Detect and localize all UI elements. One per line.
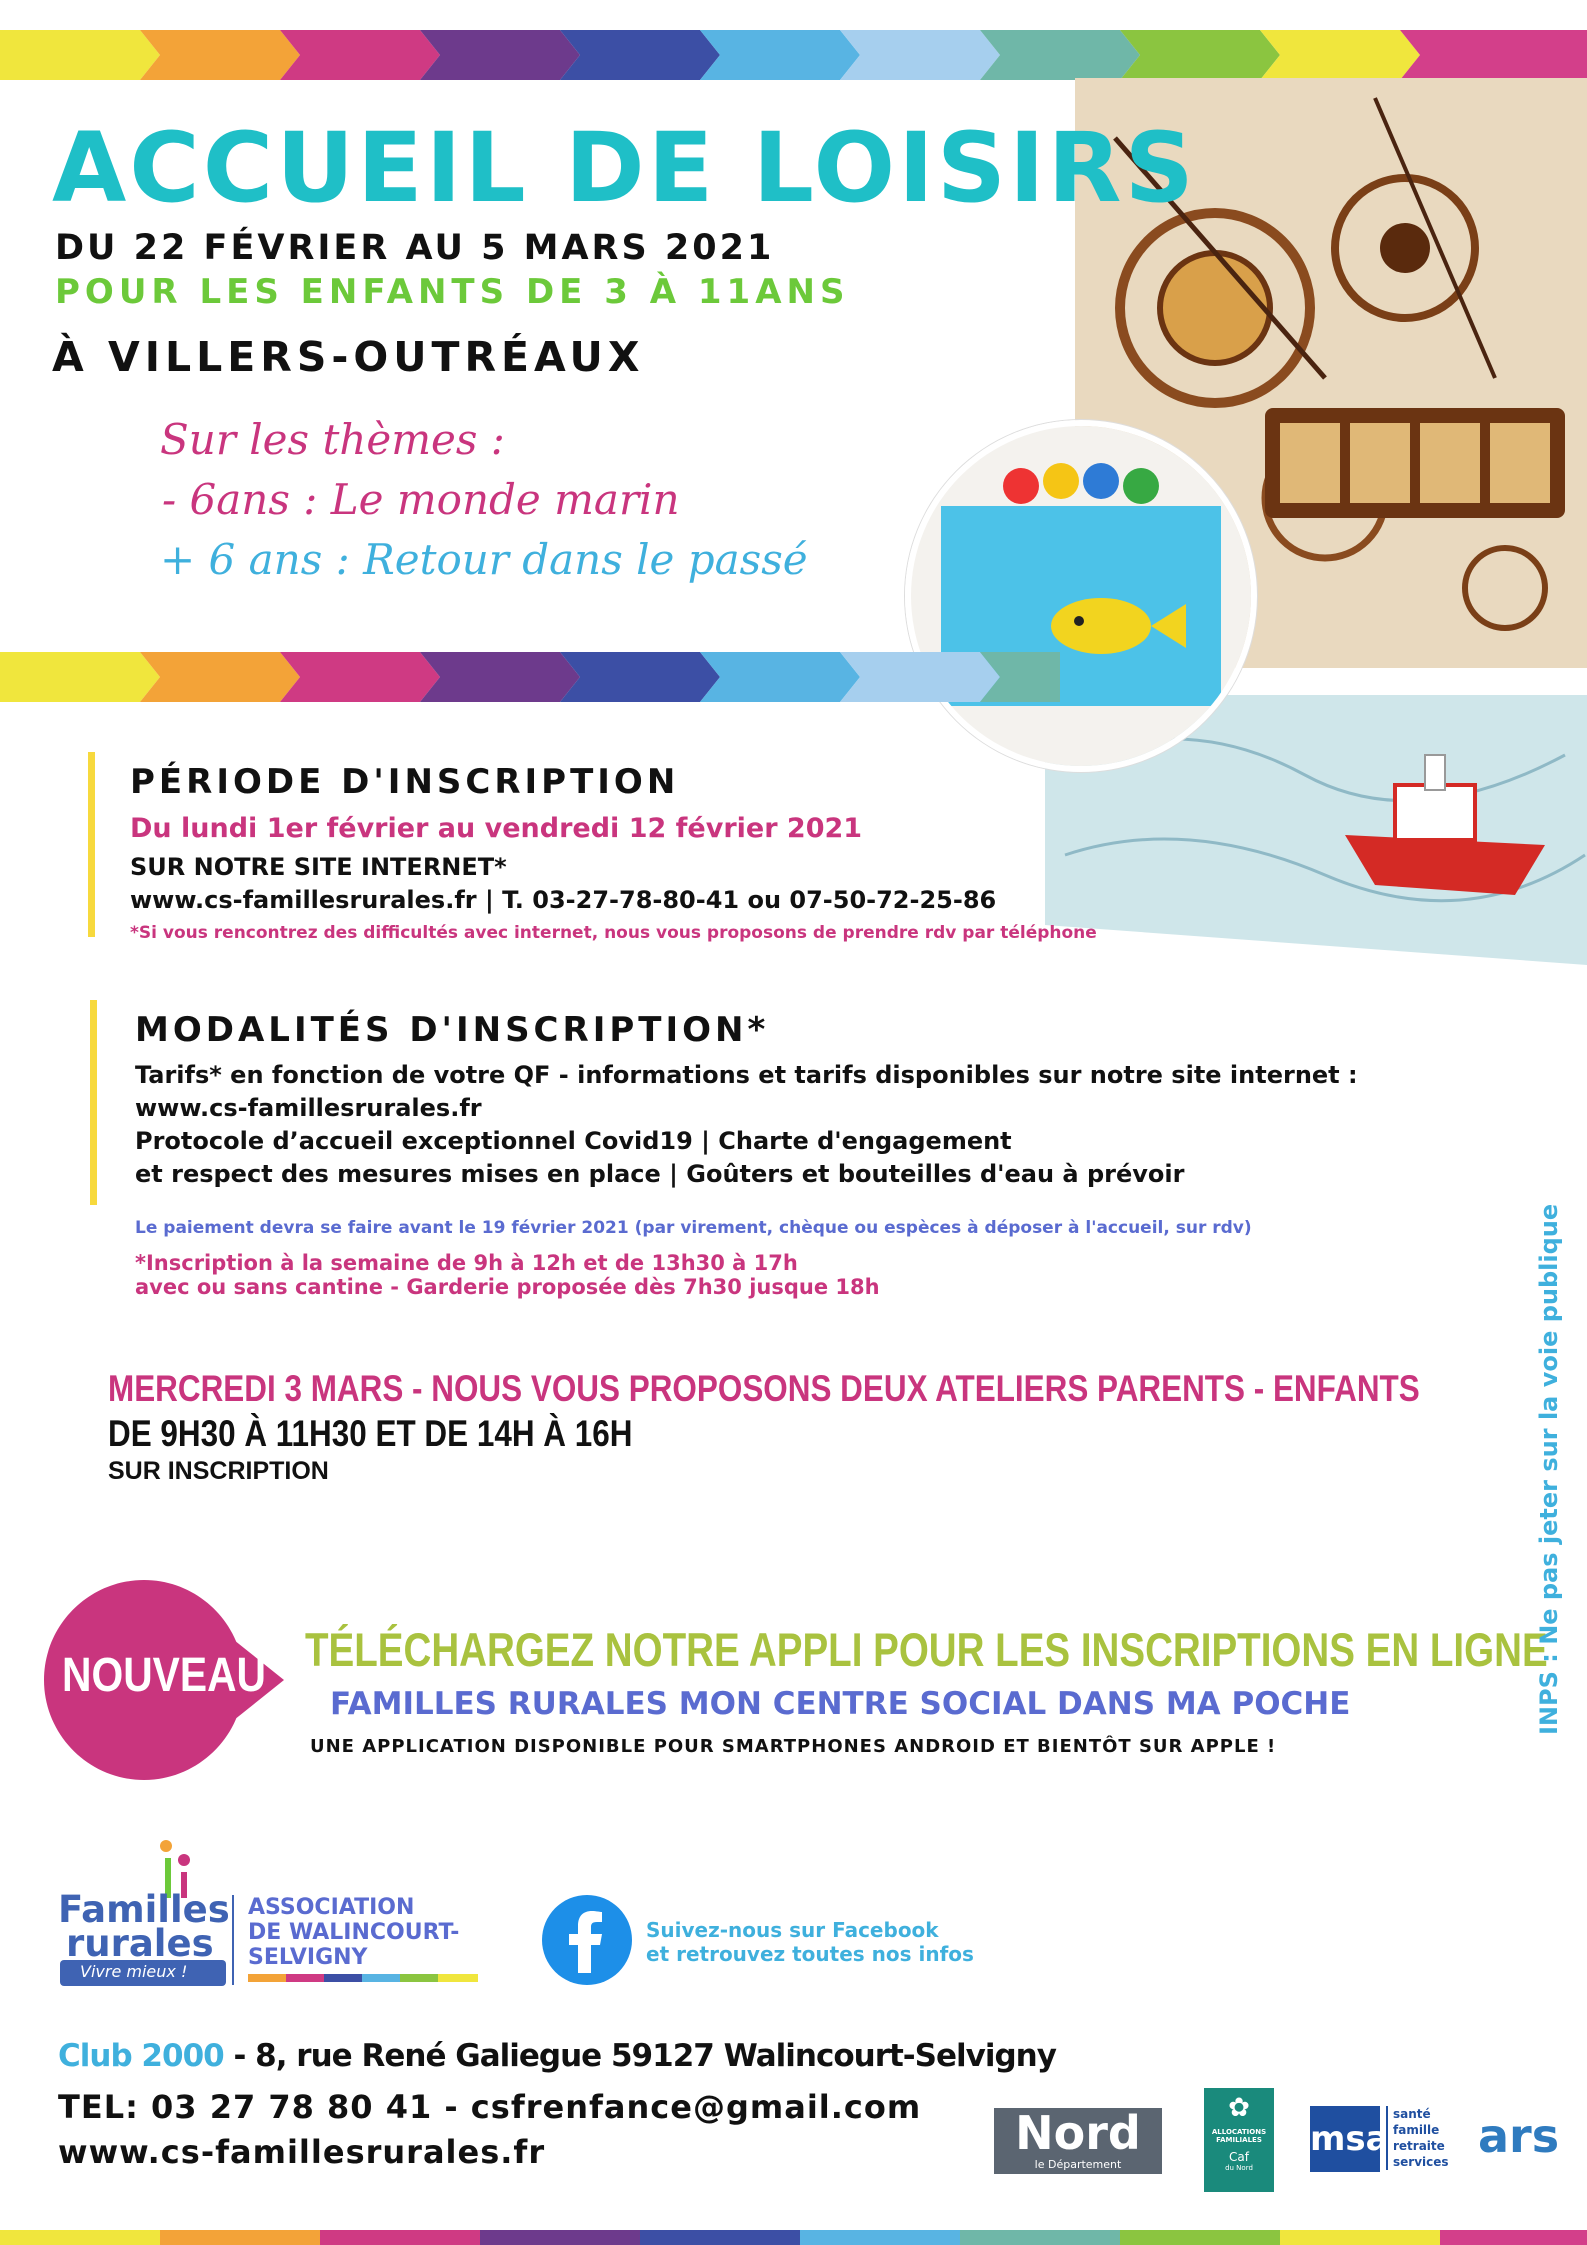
schedule-line-1: *Inscription à la semaine de 9h à 12h et de 13h30 à 17h	[135, 1251, 798, 1275]
workshop-announcement: MERCREDI 3 MARS - NOUS VOUS PROPOSONS DEUX ATELIERS PARENTS - ENFANTS	[108, 1368, 1420, 1409]
inscription-title: PÉRIODE D'INSCRIPTION	[130, 762, 680, 802]
event-dates: DU 22 FÉVRIER AU 5 MARS 2021	[55, 228, 775, 268]
modalites-mesures: et respect des mesures mises en place | Goûters et bouteilles d'eau à prévoir	[135, 1160, 1185, 1188]
association-line-2: DE WALINCOURT-	[248, 1920, 460, 1945]
msa-logo-text: msa	[1310, 2119, 1389, 2159]
modalites-website: www.cs-famillesrurales.fr	[135, 1094, 482, 1122]
themes-heading: Sur les thèmes :	[160, 415, 505, 464]
msa-line-4: services	[1393, 2155, 1449, 2169]
caf-line-3: Caf	[1229, 2150, 1249, 2164]
logo-divider	[232, 1895, 234, 1985]
inscription-period: Du lundi 1er février au vendredi 12 février 2021	[130, 813, 863, 844]
nord-logo	[994, 2108, 1162, 2174]
association-line-3: SELVIGNY	[248, 1945, 368, 1970]
association-name	[248, 1895, 459, 1970]
app-title: TÉLÉCHARGEZ NOTRE APPLI POUR LES INSCRIPTIONS EN LIGNE	[305, 1623, 1548, 1676]
schedule-line-2: avec ou sans cantine - Garderie proposée dès 7h30 jusque 18h	[135, 1275, 880, 1299]
caf-logo	[1204, 2088, 1274, 2192]
nouveau-label: NOUVEAU	[62, 1649, 267, 1702]
facebook-line-1: Suivez-nous sur Facebook	[646, 1918, 939, 1942]
modalites-protocole: Protocole d’accueil exceptionnel Covid19 | Charte d'engagement	[135, 1127, 1012, 1155]
msa-line-3: retraite	[1393, 2139, 1445, 2153]
inscription-site: SUR NOTRE SITE INTERNET*	[130, 853, 507, 881]
ars-logo: ars	[1478, 2109, 1560, 2163]
nord-logo-text: Nord	[1015, 2106, 1141, 2160]
caf-line-2: FAMILIALES	[1216, 2136, 1262, 2144]
modalites-tarifs: Tarifs* en fonction de votre QF - informations et tarifs disponibles sur notre site internet :	[135, 1061, 1358, 1089]
logo-rurales: rurales	[66, 1922, 214, 1965]
main-title: ACCUEIL DE LOISIRS	[52, 112, 1197, 224]
facebook-text[interactable]	[646, 1918, 974, 1966]
logo-familles: Familles	[58, 1888, 230, 1931]
payment-note: Le paiement devra se faire avant le 19 février 2021 (par virement, chèque ou espèces à déposer à l'accueil, sur rdv)	[135, 1218, 1252, 1238]
club-name: Club 2000	[58, 2038, 224, 2074]
bottom-color-strip	[0, 2230, 1587, 2245]
workshop-times: DE 9H30 À 11H30 ET DE 14H À 16H	[108, 1413, 633, 1454]
inscription-contact: www.cs-famillesrurales.fr | T. 03-27-78-80-41 ou 07-50-72-25-86	[130, 886, 997, 914]
footer-contact: TEL: 03 27 78 80 41 - csfrenfance@gmail.com	[58, 2088, 922, 2126]
modalites-title: MODALITÉS D'INSCRIPTION*	[135, 1010, 770, 1050]
caf-emblem-icon: ✿	[1228, 2093, 1250, 2123]
inscription-accent-bar	[88, 752, 95, 937]
nord-logo-sub: le Département	[1034, 2158, 1122, 2171]
theme-under-6: - 6ans : Le monde marin	[162, 475, 680, 524]
event-location: À VILLERS-OUTRÉAUX	[52, 333, 645, 381]
footer-address-line	[58, 2038, 1056, 2074]
club-address: - 8, rue René Galiegue 59127 Walincourt-Selvigny	[223, 2038, 1056, 2074]
workshop-registration: SUR INSCRIPTION	[108, 1457, 329, 1485]
caf-line-1: ALLOCATIONS	[1211, 2128, 1267, 2136]
msa-line-2: famille	[1393, 2123, 1440, 2137]
middle-chevron-band	[0, 652, 1060, 702]
modalites-accent-bar	[90, 1000, 97, 1205]
inscription-note: *Si vous rencontrez des difficultés avec internet, nous vous proposons de prendre rdv par téléphone	[130, 923, 1097, 943]
logo-tagline: Vivre mieux !	[80, 1962, 188, 1981]
themes-block	[160, 410, 808, 590]
fish-painting-photo	[905, 420, 1257, 772]
footer-website: www.cs-famillesrurales.fr	[58, 2133, 546, 2171]
association-color-strip	[248, 1974, 478, 1982]
facebook-line-2: et retrouvez toutes nos infos	[646, 1942, 974, 1966]
facebook-icon[interactable]	[542, 1895, 632, 1985]
theme-over-6: + 6 ans : Retour dans le passé	[160, 535, 808, 584]
app-subtitle: FAMILLES RURALES MON CENTRE SOCIAL DANS MA POCHE	[330, 1686, 1351, 1722]
msa-line-1: santé	[1393, 2107, 1431, 2121]
association-line-1: ASSOCIATION	[248, 1895, 415, 1920]
age-range: POUR LES ENFANTS DE 3 À 11ANS	[55, 272, 850, 312]
caf-line-4: du Nord	[1225, 2164, 1253, 2172]
msa-logo	[1310, 2106, 1389, 2172]
disposal-note: INPS : Ne pas jeter sur la voie publique	[1535, 1203, 1563, 1735]
msa-services	[1386, 2106, 1449, 2170]
app-availability: UNE APPLICATION DISPONIBLE POUR SMARTPHONES ANDROID ET BIENTÔT SUR APPLE !	[310, 1736, 1277, 1757]
top-chevron-band	[0, 30, 1587, 80]
